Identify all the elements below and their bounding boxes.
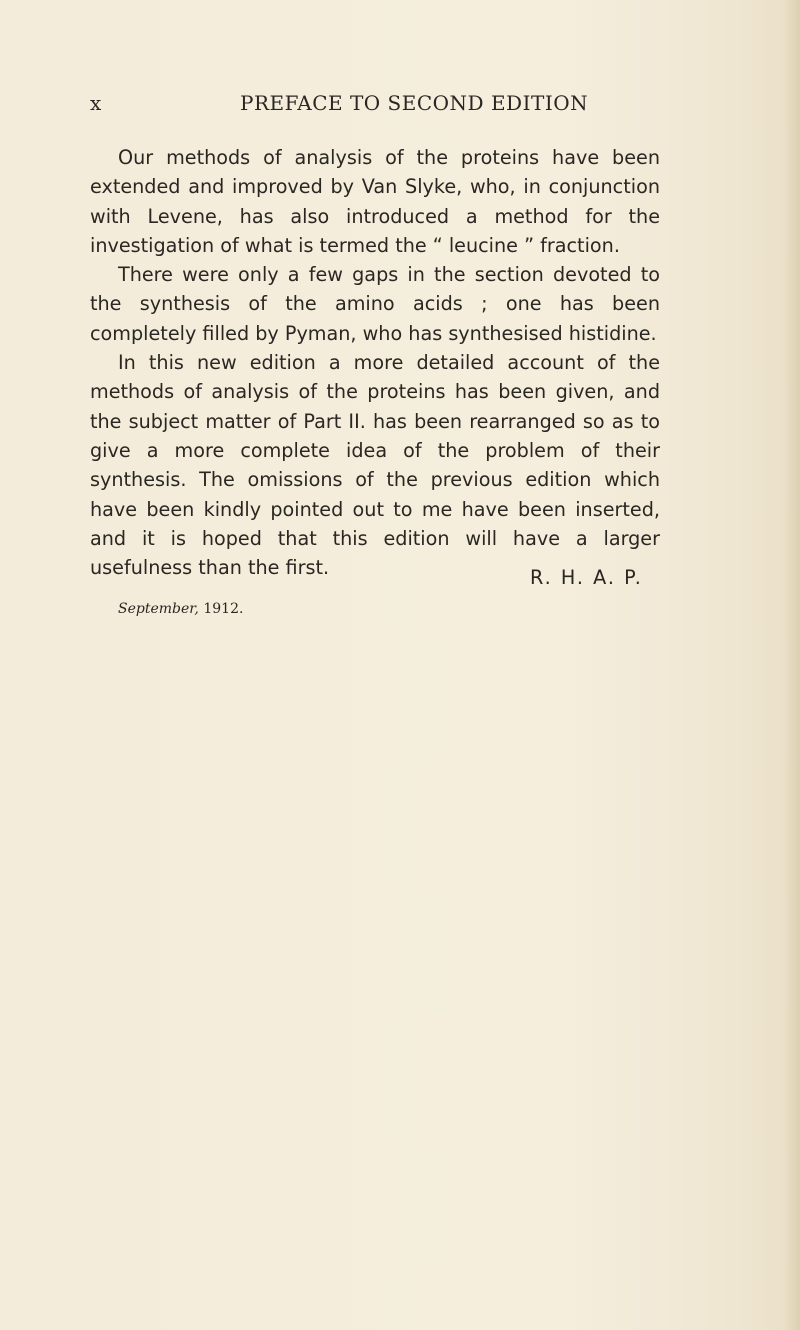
author-initials: R. H. A. P.: [530, 566, 643, 589]
paragraph-3: In this new edition a more detailed account of the methods of analysis of the proteins has been given, and the subject matter of Part II. has been rearranged so as to give a more complete idea of the problem of their synthesis. The omissions of the previous edition which have been kindly pointed out to me have been inserted, and it is hoped that this edition will have a larger usefulness than the first.: [90, 351, 660, 580]
running-head: [90, 91, 650, 121]
date-line: [118, 601, 243, 617]
paragraph-2: There were only a few gaps in the section devoted to the synthesis of the amino acids ; one has been completely filled by Pyman, who has synthesised histidine.: [90, 263, 660, 345]
paragraph-1: Our methods of analysis of the proteins have been extended and improved by Van Slyke, who, in conjunction with Levene, has also introduced a method for the investigation of what is termed the “ leucine ” fraction.: [90, 146, 660, 257]
date-month: September,: [118, 601, 199, 617]
preface-body: [90, 143, 660, 582]
running-title: PREFACE TO SECOND EDITION: [240, 91, 589, 115]
page-edge-shadow: [784, 0, 800, 1330]
date-year: 1912.: [203, 601, 244, 617]
page-number: x: [90, 91, 102, 115]
